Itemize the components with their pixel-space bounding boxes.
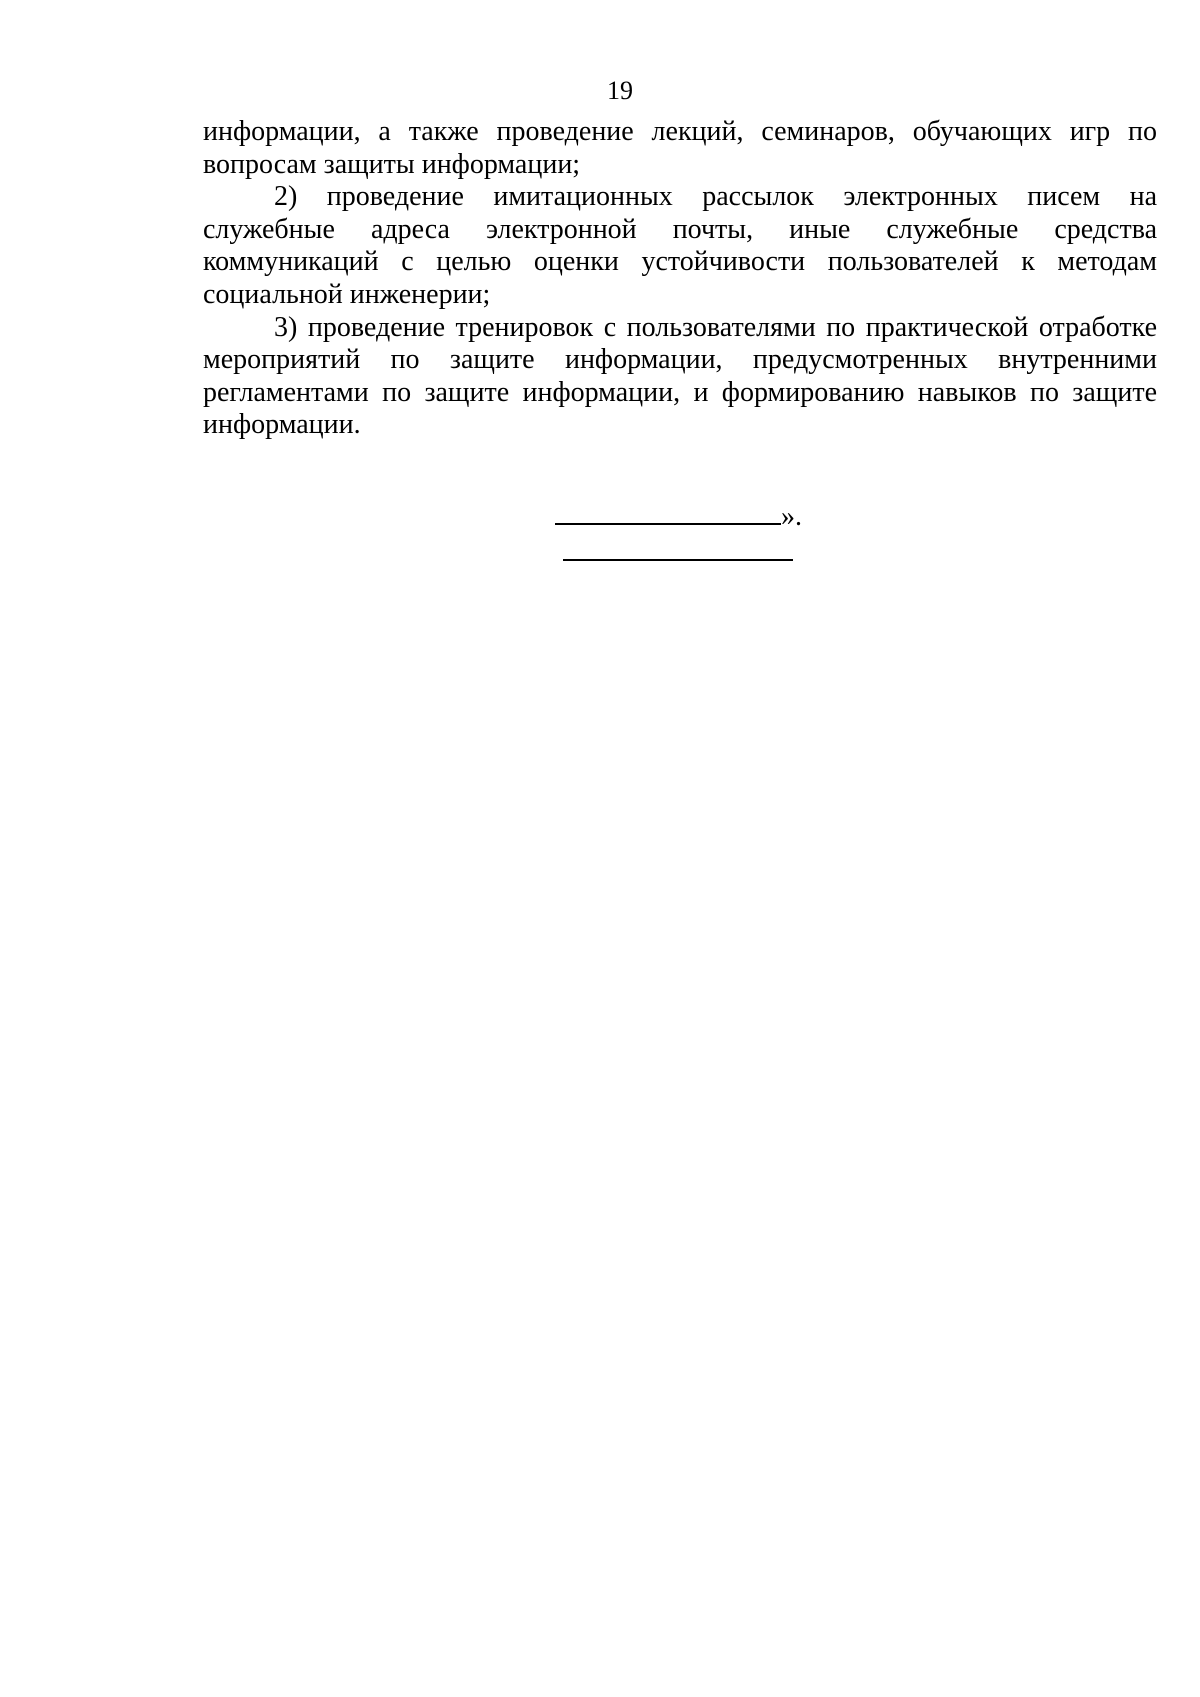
page-number: 19 <box>607 76 633 105</box>
document-body <box>203 116 1157 442</box>
list-item-2: 2) проведение имитационных рассылок электронных писем на служебные адреса электронной почты, иные служебные средства коммуникаций с целью оценки устойчивости пользователей к методам социальной инженерии; <box>203 181 1157 310</box>
paragraph-continuation: информации, а также проведение лекций, семинаров, обучающих игр по вопросам защиты информации; <box>203 116 1157 180</box>
end-of-document-rule <box>563 559 793 561</box>
list-item-3: 3) проведение тренировок с пользователями по практической отработке мероприятий по защите информации, предусмотренных внутренними регламентами по защите информации, и формированию навыков по защите информации. <box>203 311 1157 441</box>
closing-quote: ». <box>781 501 802 532</box>
closing-rule <box>555 497 781 525</box>
closing-line <box>555 497 802 533</box>
